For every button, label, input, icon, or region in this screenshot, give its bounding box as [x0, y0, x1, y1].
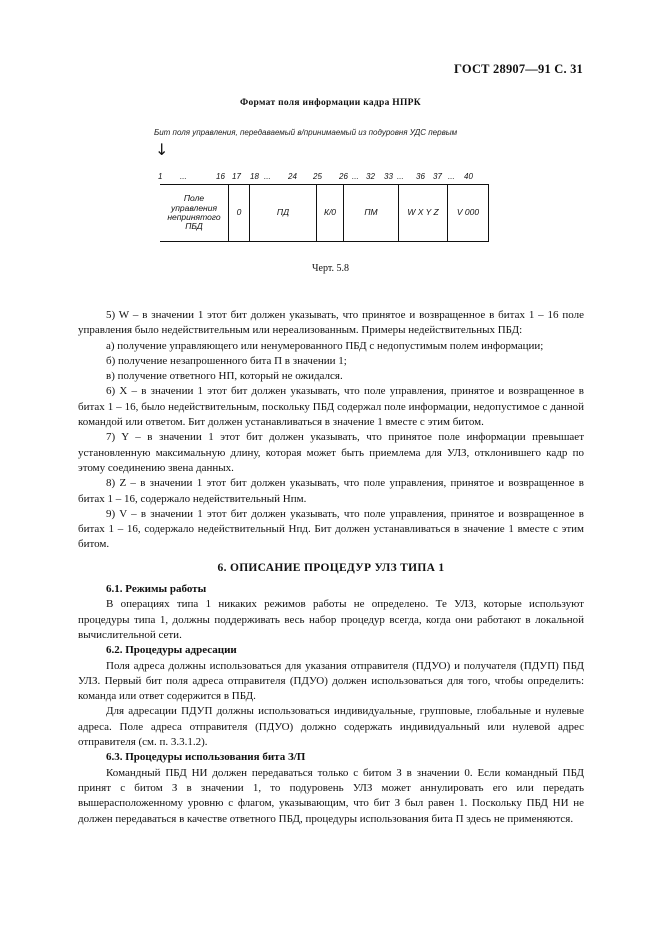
paragraph: В операциях типа 1 никаких режимов работы не определено. Те УЛЗ, которые используют процедуры типа 1, должны поддерживать весь набор процедур всегда, когда они работают в локальной вычислительной сети. — [78, 598, 584, 641]
subsection-heading-text: 6.1. Режимы работы — [106, 583, 207, 596]
bit-number: 16 — [216, 172, 225, 181]
cell-line: ПБД — [185, 221, 203, 232]
cell-line: Поле — [183, 193, 205, 204]
paragraph: 5) W – в значении 1 этот бит должен указывать, что принятое и возвращенное в битах 1 – 16 поле управления было недействительным или нереализованным. Примеры недействительных ПБД: — [78, 309, 584, 337]
subsection-heading — [78, 582, 584, 597]
bit-number: ... — [352, 172, 359, 181]
subsection-heading-text: 6.2. Процедуры адресации — [106, 644, 237, 657]
figure-caption-top: Бит поля управления, передаваемый в/принимаемый из подуровня УДС первым — [154, 128, 458, 137]
field-pd-cell: ПД — [250, 185, 317, 242]
field-ko-cell: К/0 — [317, 185, 344, 242]
paragraph: 8) Z – в значении 1 этот бит должен указывать, что поле управления, принятое и возвращенное в битах 1 – 16, содержало недействительный Нпм. — [78, 477, 584, 505]
field-v000-cell: V 000 — [448, 185, 489, 242]
paragraph: Поля адреса должны использоваться для указания отправителя (ПДУО) и получателя (ПДУП) ПБД УЛЗ. Первый бит поля адреса отправителя (ПДУО) должен использоваться для того, чтобы определить: команда или ответ содержится в ПБД. — [78, 659, 584, 703]
paragraph: 7) Y – в значении 1 этот бит должен указывать, что принятое поле информации превышает установленную максимальную длину, которая может быть приемлема для УЛЗ, отклонившего кадр по этому соединению звена данных. — [78, 431, 584, 474]
bit-number: ... — [264, 172, 271, 181]
page-header: ГОСТ 28907—91 С. 31 — [454, 62, 583, 76]
subsection-heading-text: 6.3. Процедуры использования бита З/П — [106, 751, 306, 764]
bit-number: 25 — [313, 172, 322, 181]
field-zero-cell: 0 — [229, 185, 250, 242]
field-control-cell — [160, 185, 229, 242]
paragraph: 9) V – в значении 1 этот бит должен указывать, что поле управления, принятое и возвращенное в битах 1 – 16, содержало недействительный Нпд. Бит должен устанавливаться в значение 1 вместе с этим битом. — [78, 507, 584, 551]
cell-line: управления — [170, 202, 217, 213]
section-heading: 6. ОПИСАНИЕ ПРОЦЕДУР УЛЗ ТИПА 1 — [217, 561, 445, 574]
cell-line: непринятого — [167, 212, 221, 222]
paragraph: 6) X – в значении 1 этот бит должен указывать, что поле управления, принятое и возвращенное в битах 1 – 16, было недействительным, поскольку ПБД содержал поле информации, недопустимое с данной командой или ответом. Бит должен устанавливаться в значение 1 вместе с этим битом. — [78, 385, 584, 429]
bit-number: 40 — [464, 172, 473, 181]
bit-number: 33 — [384, 172, 393, 181]
field-wxyz-cell: W X Y Z — [399, 185, 448, 242]
down-arrow-icon: ↓ — [155, 140, 169, 159]
paragraph: б) получение незапрошенного бита П в значении 1; — [106, 354, 347, 367]
bit-number: 24 — [288, 172, 297, 181]
bit-number: ... — [397, 172, 404, 181]
figure-title: Формат поля информации кадра НПРК — [240, 98, 421, 108]
bit-number: 26 — [339, 172, 348, 181]
paragraph: в) получение ответного НП, который не ожидался. — [106, 370, 343, 383]
bit-number-row — [158, 172, 480, 184]
bit-number: 37 — [433, 172, 442, 181]
bit-number: 32 — [366, 172, 375, 181]
bit-number: ... — [448, 172, 455, 181]
bit-number: 17 — [232, 172, 241, 181]
paragraph: Командный ПБД НИ должен передаваться только с битом З в значении 0. Если командный ПБД принят с битом З в значении 1, то подуровень УЛЗ может аннулировать его или передать вышерасположенному уровню с флагом, указывающим, что бит З был равен 1. Поскольку ПБД НИ не должен передаваться в качестве ответного ПБД, процедуры использования бита П здесь не применяются. — [78, 766, 584, 825]
paragraph: Для адресации ПДУП должны использоваться индивидуальные, групповые, глобальные и нулевые адреса. Поле адреса отправителя (ПДУО) должно содержать индивидуальный или нулевой адрес отправителя (см. п. 3.3.1.2). — [78, 705, 584, 749]
bit-number: 18 — [250, 172, 259, 181]
bit-number: ... — [180, 172, 187, 181]
subsection-heading — [78, 643, 584, 658]
body-text — [78, 308, 584, 827]
info-field-format-table — [160, 184, 489, 242]
paragraph: а) получение управляющего или ненумерованного ПБД с недопустимым полем информации; — [106, 339, 544, 352]
figure-label: Черт. 5.8 — [312, 263, 349, 274]
subsection-heading — [78, 750, 584, 765]
bit-number: 1 — [158, 172, 163, 181]
field-pm-cell: ПМ — [344, 185, 399, 242]
bit-number: 36 — [416, 172, 425, 181]
